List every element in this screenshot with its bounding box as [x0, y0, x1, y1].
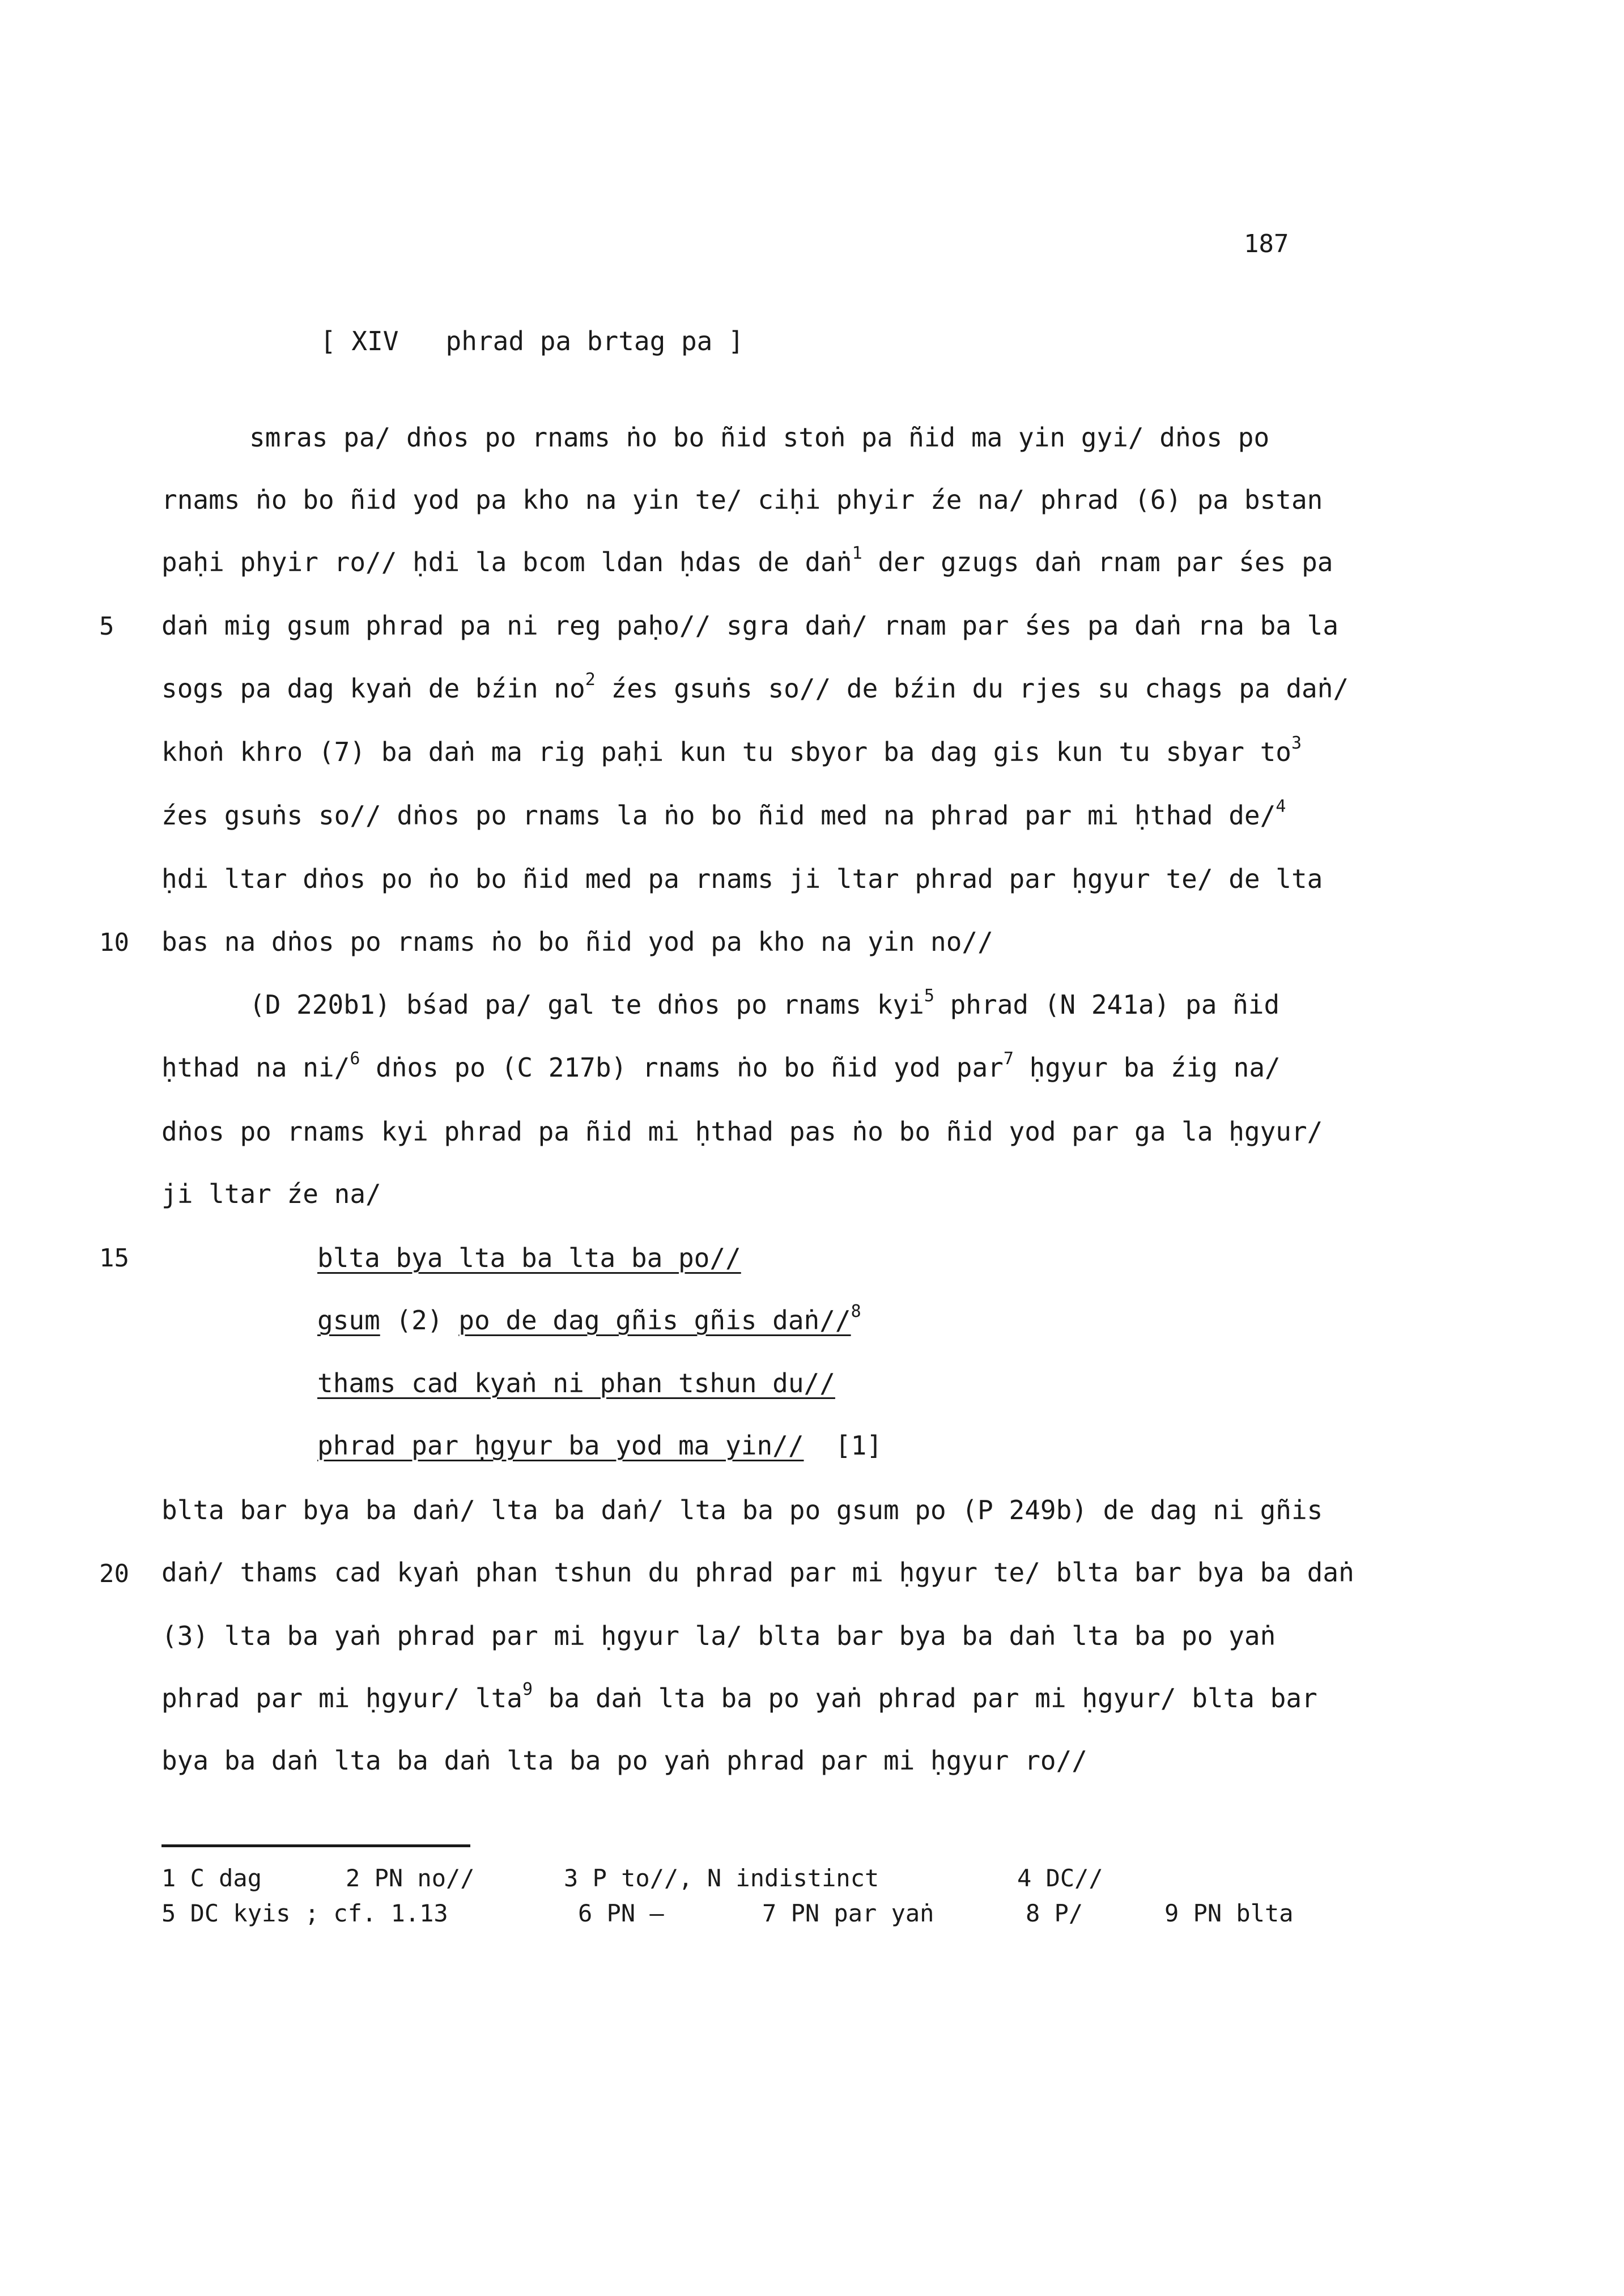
footnote: 4 DC// — [1017, 1864, 1103, 1892]
text-line — [161, 543, 1333, 577]
footnote-marker: 3 — [1291, 733, 1302, 753]
verse-line — [317, 1368, 1329, 1398]
text-segment: phrad par mi ḥgyur/ lta — [161, 1683, 522, 1714]
text-line: dṅos po rnams kyi phrad pa ñid mi ḥthad pas ṅo bo ñid yod par ga la ḥgyur/ — [161, 1116, 1323, 1147]
text-segment: paḥi phyir ro// ḥdi la bcom ldan ḥdas de daṅ — [161, 547, 852, 577]
text-segment: źes gsuṅs so// dṅos po rnams la ṅo bo ñid med na phrad par mi ḥthad de/ — [161, 800, 1276, 831]
line-number: 20 — [99, 1559, 129, 1588]
text-segment: (D 220b1) bśad pa/ gal te dṅos po rnams kyi — [249, 989, 924, 1020]
footnote: 8 P/ — [1026, 1899, 1083, 1927]
verse-line — [317, 1430, 1329, 1461]
text-segment: ḥgyur ba źig na/ — [1013, 1052, 1281, 1083]
text-line: daṅ mig gsum phrad pa ni reg paḥo// sgra daṅ/ rnam par śes pa daṅ rna ba la — [161, 610, 1339, 641]
text-line: bas na dṅos po rnams ṅo bo ñid yod pa kho na yin no// — [161, 926, 993, 957]
text-segment: sogs pa dag kyaṅ de bźin no — [161, 673, 585, 704]
verse-text: blta bya lta ba lta ba po// — [317, 1243, 741, 1273]
footnote-marker: 9 — [522, 1679, 533, 1699]
footnote-marker: 1 — [852, 543, 862, 563]
footnote-marker: 4 — [1276, 796, 1286, 817]
verse-text: gsum — [317, 1305, 380, 1336]
line-number: 15 — [99, 1244, 129, 1273]
verse-line — [317, 1301, 1329, 1336]
footnote-marker: 6 — [350, 1048, 360, 1069]
verse-text: thams cad kyaṅ ni phan tshun du// — [317, 1368, 835, 1398]
text-segment: phrad (N 241a) pa ñid — [934, 989, 1280, 1020]
line-number: 5 — [99, 612, 114, 641]
text-line — [161, 733, 1329, 767]
text-line: ḥdi ltar dṅos po ṅo bo ñid med pa rnams ji ltar phrad par ḥgyur te/ de lta — [161, 864, 1323, 894]
text-line: (3) lta ba yaṅ phrad par mi ḥgyur la/ blta bar bya ba daṅ lta ba po yaṅ — [161, 1621, 1276, 1651]
text-line: daṅ/ thams cad kyaṅ phan tshun du phrad par mi ḥgyur te/ blta bar bya ba daṅ — [161, 1557, 1354, 1588]
line-number: 10 — [99, 928, 129, 957]
text-segment: dṅos po (C 217b) rnams ṅo bo ñid yod par — [360, 1052, 1004, 1083]
footnote-marker: 7 — [1003, 1048, 1014, 1069]
footnote: 5 DC kyis ; cf. 1.13 — [161, 1899, 448, 1927]
verse-number: [1] — [804, 1430, 883, 1461]
text-line — [161, 1048, 1329, 1083]
text-line — [161, 1679, 1329, 1714]
footnote: 6 PN — — [578, 1899, 664, 1927]
verse-line — [317, 1243, 1329, 1273]
text-line — [161, 669, 1349, 704]
footnote: 2 PN no// — [346, 1864, 475, 1892]
footnote-marker: 5 — [924, 985, 934, 1006]
verse-text: po de dag gñis gñis daṅ// — [458, 1305, 851, 1336]
text-line: rnams ṅo bo ñid yod pa kho na yin te/ ciḥi phyir źe na/ phrad (6) pa bstan — [161, 484, 1323, 515]
text-segment: khoṅ khro (7) ba daṅ ma rig paḥi kun tu sbyor ba dag gis kun tu sbyar to — [161, 737, 1291, 767]
text-segment: ḥthad na ni/ — [161, 1052, 350, 1083]
verse-text: phrad par ḥgyur ba yod ma yin// — [317, 1430, 804, 1461]
text-line: blta bar bya ba daṅ/ lta ba daṅ/ lta ba po gsum po (P 249b) de dag ni gñis — [161, 1495, 1323, 1525]
text-segment: źes gsuṅs so// de bźin du rjes su chags pa daṅ/ — [595, 673, 1349, 704]
text-line — [249, 985, 1329, 1020]
footnote: 1 C dag — [161, 1864, 262, 1892]
text-line: bya ba daṅ lta ba daṅ lta ba po yaṅ phrad par mi ḥgyur ro// — [161, 1745, 1087, 1776]
text-segment: ba daṅ lta ba po yaṅ phrad par mi ḥgyur/ blta bar — [533, 1683, 1317, 1714]
page-number: 187 — [1244, 229, 1289, 258]
footnote: 9 PN blta — [1164, 1899, 1294, 1927]
footnote-divider — [161, 1844, 470, 1847]
text-line — [161, 796, 1329, 831]
footnote-marker: 8 — [851, 1301, 861, 1321]
text-line: smras pa/ dṅos po rnams ṅo bo ñid stoṅ pa ñid ma yin gyi/ dṅos po — [249, 422, 1270, 453]
section-heading: [ XIV phrad pa brtag pa ] — [320, 326, 744, 356]
footnote: 7 PN par yaṅ — [762, 1899, 934, 1927]
footnote: 3 P to//, N indistinct — [564, 1864, 879, 1892]
folio-ref: (2) — [380, 1305, 459, 1336]
text-line: ji ltar źe na/ — [161, 1179, 381, 1209]
text-segment: der gzugs daṅ rnam par śes pa — [862, 547, 1333, 577]
footnote-marker: 2 — [585, 669, 596, 690]
